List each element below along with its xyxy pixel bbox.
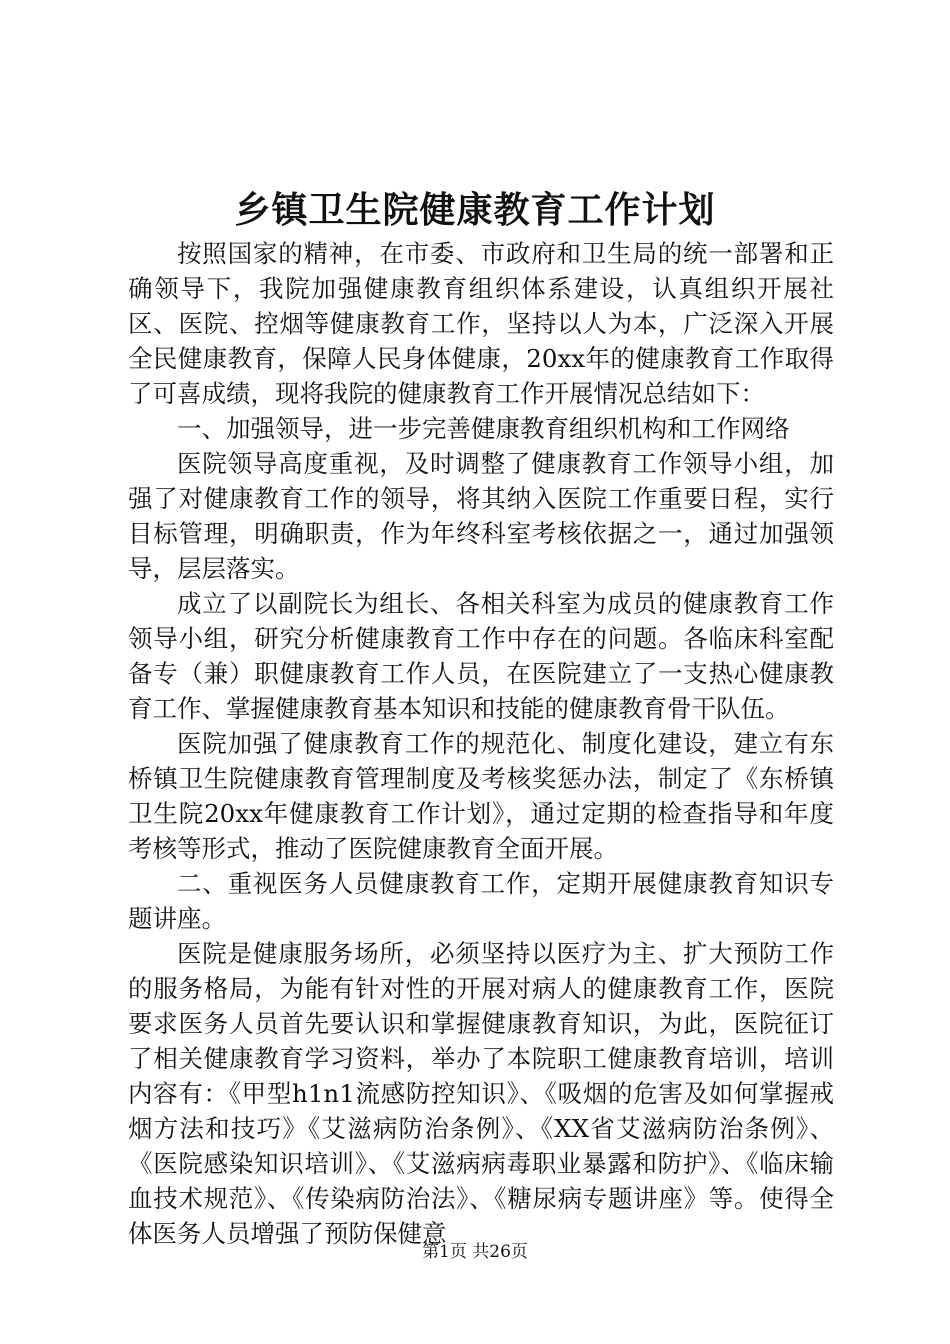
paragraph: 成立了以副院长为组长、各相关科室为成员的健康教育工作领导小组，研究分析健康教育工作中存在的问题。各临床科室配备专（兼）职健康教育工作人员，在医院建立了一支热心健康教育工作、掌握健康教育基本知识和技能的健康教育骨干队伍。 bbox=[128, 589, 834, 723]
paragraph: 医院是健康服务场所，必须坚持以医疗为主、扩大预防工作的服务格局，为能有针对性的开展对病人的健康教育工作，医院要求医务人员首先要认识和掌握健康教育知识，为此，医院征订了相关健康教育学习资料，举办了本院职工健康教育培训，培训内容有：《甲型h1n1流感防控知识》、《吸烟的危害及如何掌握戒烟方法和技巧》《艾滋病防治条例》、《XX省艾滋病防治条例》、《医院感染知识培训》、《艾滋病病毒职业暴露和防护》、《临床输血技术规范》、《传染病防治法》、《糖尿病专题讲座》等。使得全体医务人员增强了预防保健意 bbox=[128, 939, 834, 1248]
page-number-footer: 第1页 共26页 bbox=[422, 1242, 528, 1262]
paragraph-intro: 按照国家的精神，在市委、市政府和卫生局的统一部署和正确领导下，我院加强健康教育组织体系建设，认真组织开展社区、医院、控烟等健康教育工作，坚持以人为本，广泛深入开展全民健康教育，保障人民身体健康，20xx年的健康教育工作取得了可喜成绩，现将我院的健康教育工作开展情况总结如下： bbox=[128, 239, 834, 408]
paragraph: 医院加强了健康教育工作的规范化、制度化建设，建立有东桥镇卫生院健康教育管理制度及考核奖惩办法，制定了《东桥镇卫生院20xx年健康教育工作计划》，通过定期的检查指导和年度考核等形式，推动了医院健康教育全面开展。 bbox=[128, 729, 834, 863]
document-title: 乡镇卫生院健康教育工作计划 bbox=[234, 189, 716, 231]
paragraph: 医院领导高度重视，及时调整了健康教育工作领导小组，加强了对健康教育工作的领导，将其纳入医院工作重要日程，实行目标管理，明确职责，作为年终科室考核依据之一，通过加强领导，层层落实。 bbox=[128, 449, 834, 583]
section-heading-2: 二、重视医务人员健康教育工作，定期开展健康教育知识专题讲座。 bbox=[128, 869, 834, 933]
section-heading-1: 一、加强领导，进一步完善健康教育组织机构和工作网络 bbox=[177, 414, 790, 443]
document-body bbox=[128, 236, 834, 1251]
